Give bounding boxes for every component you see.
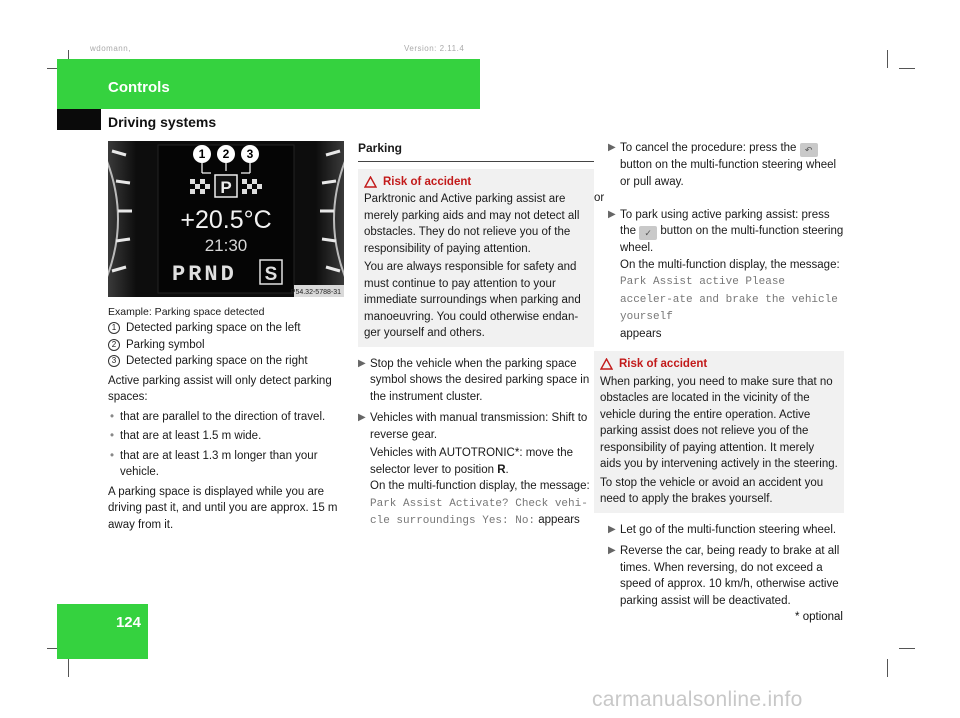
warning-header: Risk of accident (600, 356, 838, 373)
instrument-cluster-illustration (108, 141, 344, 297)
subsection-title: Driving systems (108, 114, 217, 130)
callout-1: 1 (198, 147, 206, 161)
intro-text: Active parking assist will only detect parking spaces: (108, 374, 332, 403)
column-1 (108, 305, 346, 533)
figure-code: P54.32-5788-31 (290, 289, 341, 296)
crop-mark (899, 648, 915, 649)
instruction-step: ▶ Stop the vehicle when the parking space symbol shows the desired parking space in the instrument cluster. (358, 357, 590, 403)
or-text: or (594, 192, 605, 204)
instruction-step: ▶ To cancel the procedure: press the ↶ button on the multi-function steering wheel or pull away. (608, 142, 837, 188)
warning-text: To stop the vehicle or avoid an accident you need to apply the brakes yourself. (600, 476, 824, 505)
column-3 (594, 140, 844, 609)
parking-symbol: P (220, 178, 232, 197)
callout-2: 2 (222, 147, 230, 161)
header-tab (57, 109, 101, 130)
gear-indicator: PRND (172, 262, 237, 287)
instruction-step: ▶ Vehicles with manual transmission: Shift to reverse gear. Vehicles with AUTOTRONIC*: move the selector lever to position R. On the multi-function display, the message: Park Assist Activate? Check vehi-cle surroundings Yes: No: appears (358, 412, 590, 527)
figure-caption: Example: Parking space detected (108, 306, 265, 318)
section-title: Controls (108, 79, 170, 96)
drive-mode: S (264, 264, 278, 285)
time-readout: 21:30 (204, 236, 248, 255)
back-button-icon: ↶ (800, 143, 818, 157)
watermark: carmanualsonline.info (592, 688, 803, 711)
temperature-readout: +20.5°C (180, 206, 272, 234)
warning-box (594, 351, 844, 513)
warning-text: When parking, you need to make sure that no obstacles are located in the vicinity of the vehicle during the entire operation. Active parking assist does not relieve you of the responsibility of paying attention. It merely aids you by intervening actively in the steering. (600, 375, 838, 470)
ok-button-icon: ✓ (639, 226, 657, 240)
version-meta: Version: 2.11.4 (404, 44, 465, 53)
closing-text: A parking space is displayed while you are driving past it, and until you are approx. 15 m away from it. (108, 485, 338, 531)
display-message: Park Assist Activate? Check vehi-cle surroundings Yes: No: (370, 497, 588, 527)
instrument-cluster-image (108, 141, 344, 297)
list-item: • that are at least 1.5 m wide. (110, 430, 262, 442)
warning-triangle-icon (600, 358, 613, 370)
callout-3: 3 (246, 147, 254, 161)
optional-footnote: * optional (795, 611, 843, 623)
author-meta: wdomann, (90, 44, 131, 53)
crop-mark (887, 50, 888, 68)
legend-item: 1 Detected parking space on the left (108, 320, 346, 337)
parking-heading: Parking (358, 140, 594, 162)
column-2 (358, 140, 594, 530)
warning-header: Risk of accident (364, 174, 588, 191)
instruction-step: ▶ To park using active parking assist: press the ✓ button on the multi-function steering wheel. On the multi-function display, the message: Park Assist active Please acceler-ate and brake the vehicle yourself appears (608, 208, 844, 340)
list-item: • that are at least 1.3 m longer than your vehicle. (110, 449, 318, 478)
crop-mark (887, 659, 888, 677)
instruction-step: ▶ Let go of the multi-function steering wheel. (608, 523, 837, 536)
warning-text: Parktronic and Active parking assist are merely parking aids and may not detect all obstacles. They do not relieve you of the responsibility of paying attention. (364, 193, 580, 255)
warning-text: You are always responsible for safety and must continue to pay attention to your immediate surroundings when parking and manoeuvring. You could otherwise endan-ger yourself and others. (364, 261, 581, 339)
page-number: 124 (115, 614, 141, 631)
crop-mark (899, 68, 915, 69)
legend-item: 3 Detected parking space on the right (108, 353, 346, 370)
legend-item: 2 Parking symbol (108, 337, 346, 354)
warning-box (358, 169, 594, 347)
instruction-step: ▶ Reverse the car, being ready to brake at all times. When reversing, do not exceed a speed of approx. 10 km/h, otherwise active parking assist will be deactivated. (608, 545, 840, 607)
crop-mark (68, 659, 69, 677)
warning-triangle-icon (364, 176, 377, 188)
page-number-block (57, 604, 148, 659)
list-item: • that are parallel to the direction of travel. (110, 410, 326, 423)
display-message: Park Assist active Please acceler-ate and brake the vehicle yourself (620, 276, 838, 323)
